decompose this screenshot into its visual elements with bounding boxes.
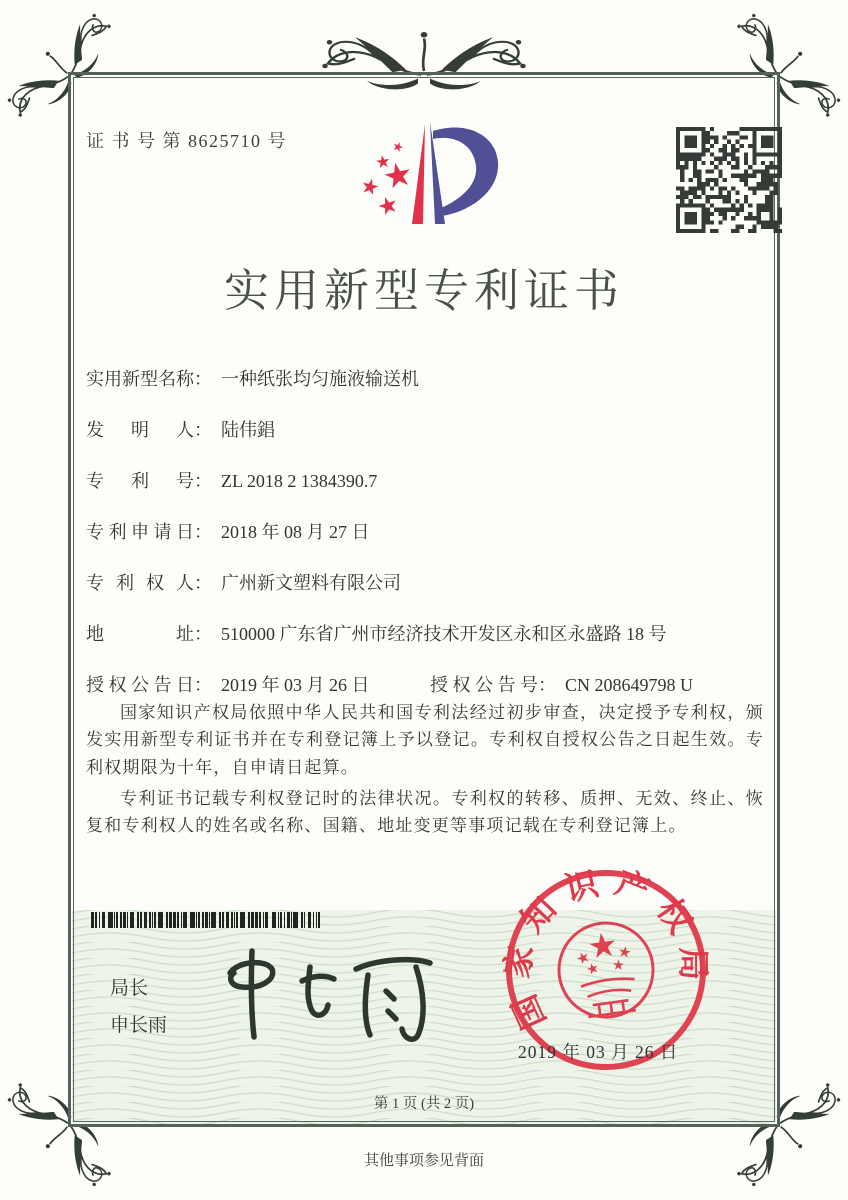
- field-value: 2018 年 08 月 27 日: [221, 522, 370, 542]
- page-number: 第 1 页 (共 2 页): [373, 1096, 475, 1112]
- logo-stars-icon: [360, 140, 412, 216]
- national-emblem-icon: [553, 917, 659, 1023]
- field-value: CN 208649798 U: [565, 675, 694, 695]
- field-value: ZL 2018 2 1384390.7: [221, 471, 378, 491]
- field-list: [86, 366, 764, 723]
- field-value: 广州新文塑料有限公司: [221, 573, 401, 593]
- qr-code: [676, 127, 782, 233]
- field-value: 一种纸张均匀施液输送机: [221, 369, 419, 389]
- field-label: 授权公告号: [430, 675, 538, 695]
- field-row-name: 实用新型名称： 一种纸张均匀施液输送机: [86, 366, 764, 392]
- seal-date: 2019 年 03 月 26 日: [518, 1042, 679, 1062]
- field-label: 实用新型名称: [86, 369, 194, 389]
- field-label: 地址: [86, 624, 194, 644]
- field-row-patent-no: 专利号： ZL 2018 2 1384390.7: [86, 468, 764, 494]
- legal-text: [86, 699, 764, 843]
- field-label: 专利权人: [86, 573, 194, 593]
- field-value: 陆伟錩: [221, 420, 275, 440]
- field-row-address: 地址： 510000 广东省广州市经济技术开发区永和区永盛路 18 号: [86, 621, 764, 647]
- field-label: 授权公告日: [86, 675, 194, 695]
- director-title: 局长: [110, 978, 149, 999]
- field-value: 510000 广东省广州市经济技术开发区永和区永盛路 18 号: [221, 624, 667, 644]
- director-name: 申长雨: [110, 1015, 168, 1036]
- field-row-filing-date: 专利申请日： 2018 年 08 月 27 日: [86, 519, 764, 545]
- director-signature: [218, 933, 458, 1048]
- field-row-grant: 授权公告日： 2019 年 03 月 26 日 授权公告号： CN 208649798 U: [86, 672, 764, 698]
- field-label: 专利申请日: [86, 522, 194, 542]
- certificate-title: 实用新型专利证书: [223, 266, 624, 316]
- barcode: [91, 912, 322, 928]
- field-label: 发明人: [86, 420, 194, 440]
- legal-paragraph-1: 国家知识产权局依照中华人民共和国专利法经过初步审查，决定授予专利权，颁发实用新型专利证书并在专利登记簿上予以登记。专利权自授权公告之日起生效。专利权期限为十年，自申请日起算。: [86, 703, 764, 777]
- grant-number-group: 授权公告号： CN 208649798 U: [430, 672, 693, 698]
- field-value: 2019 年 03 月 26 日: [221, 675, 370, 695]
- legal-paragraph-2: 专利证书记载专利权登记时的法律状况。专利权的转移、质押、无效、终止、恢复和专利权人的姓名或名称、国籍、地址变更等事项记载在专利登记簿上。: [86, 788, 764, 836]
- seal-text: 国家知识产权局: [499, 863, 711, 1034]
- back-note: 其他事项参见背面: [363, 1153, 484, 1169]
- director-block: [110, 970, 167, 1044]
- cnipa-logo-icon: [336, 116, 508, 234]
- certificate-number: 证 书 号 第 8625710 号: [86, 131, 287, 151]
- field-row-inventor: 发明人： 陆伟錩: [86, 417, 764, 443]
- field-label: 专利号: [86, 471, 194, 491]
- field-row-patentee: 专利权人： 广州新文塑料有限公司: [86, 570, 764, 596]
